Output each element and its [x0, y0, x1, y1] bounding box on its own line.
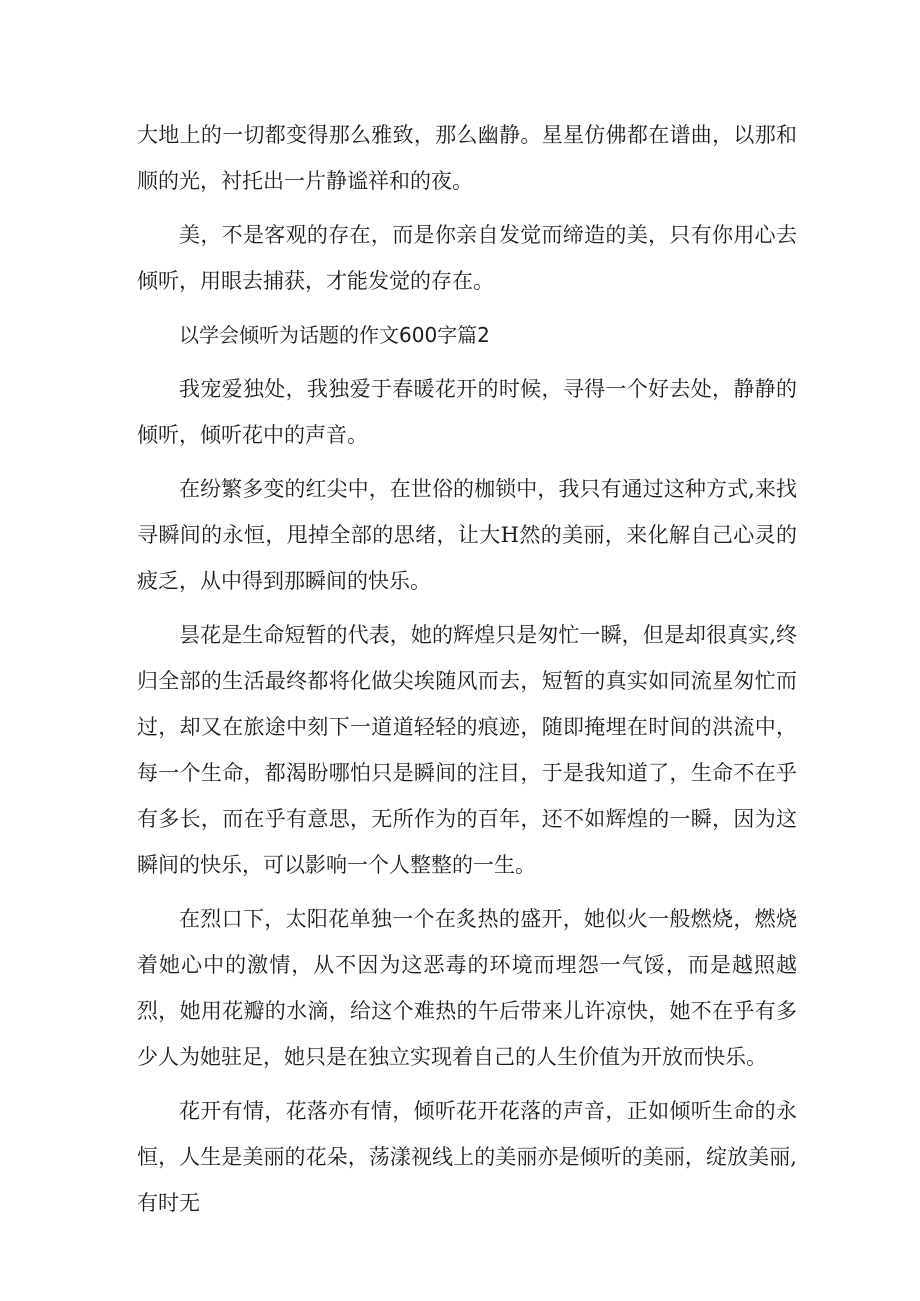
paragraph-continued: 大地上的一切都变得那么雅致，那么幽静。星星仿佛都在谱曲，以那和顺的光，衬托出一片静谧祥和的夜。 [137, 123, 797, 193]
paragraph: 花开有情，花落亦有情，倾听花开花落的声音，正如倾听生命的永恒，人生是美丽的花朵，荡漾视线上的美丽亦是倾听的美丽，绽放美丽,有时无 [137, 1099, 797, 1215]
section-heading: 以学会倾听为话题的作文600字篇2 [179, 323, 490, 347]
paragraph: 我宠爱独处，我独爱于春暖花开的时候，寻得一个好去处，静静的倾听，倾听花中的声音。 [137, 377, 797, 447]
paragraph: 昙花是生命短暂的代表，她的辉煌只是匆忙一瞬，但是却很真实,终归全部的生活最终都将化做尖埃随风而去，短暂的真实如同流星匆忙而过，却又在旅途中刻下一道道轻轻的痕迹，随即掩埋在时间的洪流中，每一个生命，都渴盼哪怕只是瞬间的注目，于是我知道了，生命不在乎有多长，而在乎有意思，无所作为的百年，还不如辉煌的一瞬，因为这瞬间的快乐，可以影响一个人整整的一生。 [137, 623, 797, 877]
paragraph: 在纷繁多变的红尖中，在世俗的枷锁中，我只有通过这种方式,来找寻瞬间的永恒，甩掉全部的思绪，让大H然的美丽，来化解自己心灵的疲乏，从中得到那瞬间的快乐。 [137, 477, 797, 593]
paragraph: 在烈口下，太阳花单独一个在炙热的盛开，她似火一般燃烧，燃烧着她心中的激情，从不因为这恶毒的环境而埋怨一气馁，而是越照越烈，她用花瓣的水滴，给这个难热的午后带来儿许凉快，她不在乎有多少人为她驻足，她只是在独立实现着自己的人生价值为开放而快乐。 [137, 907, 797, 1069]
document-body [137, 112, 797, 1234]
paragraph: 美，不是客观的存在，而是你亲自发觉而缔造的美，只有你用心去倾听，用眼去捕获，才能发觉的存在。 [137, 223, 797, 293]
